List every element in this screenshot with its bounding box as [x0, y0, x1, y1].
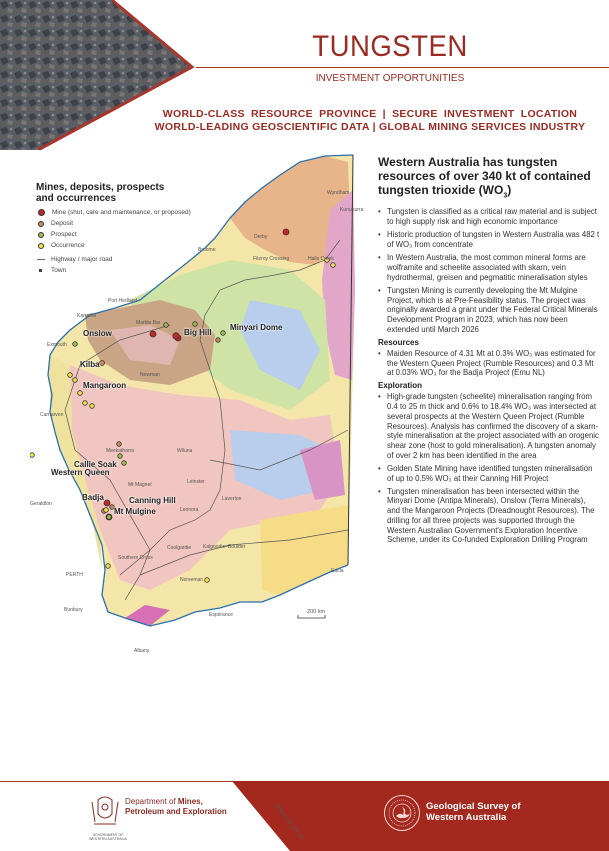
bullet-item: • Tungsten mineralisation has been intersected within the Minyari Dome (Antipa Minerals), Onslow (Terra Minerals), and the Mangaroon Projects (Dreadnought Resources). The drilling for all three projects was supported through the Western Australian Government's Exploration Incentive Scheme, under its Co-funded Exploration Drilling Program — [378, 487, 600, 545]
town-label: Eucla — [331, 568, 344, 574]
bullet-item: • Tungsten Mining is currently developing the Mt Mulgine Project, which is at Pre-Feasibility status. The project was originally awarded a grant under the Federal Critical Minerals Development Program in 2023, which has now been extended until March 2026 — [378, 286, 600, 335]
town-label: Broome — [198, 247, 216, 253]
town-label: Mt Magnet — [128, 482, 152, 488]
bullet-item: • In Western Australia, the most common mineral forms are wolframite and scheelite associated with skarn, vein hydrothermal, greisen and pegmatitic mineralisation styles — [378, 253, 600, 282]
bullet-item: • Golden State Mining have identified tungsten mineralisation of up to 0.5% WO₃ at their Canning Hill Project — [378, 464, 600, 483]
town-label: Southern Cross — [118, 555, 153, 561]
legend-item-deposit: Deposit — [36, 218, 236, 229]
town-label: Meekatharra — [106, 448, 135, 454]
town-label: PERTH — [66, 572, 83, 578]
gswa-name: Geological Survey of Western Australia — [426, 801, 521, 823]
tagline-line-2: WORLD-LEADING GEOSCIENTIFIC DATA | GLOBAL MINING SERVICES INDUSTRY — [154, 121, 586, 133]
mine-marker-icon — [38, 209, 45, 216]
legend-title-1: Mines, deposits, prospects — [36, 182, 165, 193]
gswa-seal-swan-icon — [383, 794, 421, 832]
town-label: Esperance — [209, 612, 233, 618]
legend-item-road: Highway / major road — [36, 254, 236, 265]
bullet-item: • Tungsten is classified as a critical raw material and is subject to high supply risk and high economic importance — [378, 207, 600, 226]
road-line-icon — [37, 259, 45, 260]
bullet-item: • Historic production of tungsten in Western Australia was 482 t of WO₃ from concentrate — [378, 230, 600, 249]
town-label: Leonora — [180, 507, 199, 513]
town-label: Norseman — [180, 577, 204, 583]
intro-heading: Western Australia has tungsten resources of over 340 kt of contained tungsten trioxide $(WO_3)$ — [378, 155, 591, 200]
map-label-badja: Badja — [82, 493, 104, 502]
legend-item-mine: Mine (shut, care and maintenance, or proposed) — [36, 207, 236, 218]
town-label: Karratha — [77, 313, 97, 319]
info-column — [378, 155, 600, 548]
town-label: Port Hedland — [108, 298, 138, 304]
department-name: Department of Mines, Petroleum and Exploration — [125, 797, 227, 816]
resources-bullets — [378, 349, 600, 378]
map-label-minyari-dome: Minyari Dome — [230, 323, 283, 332]
town-label: Kununurra — [340, 207, 364, 213]
map-legend — [36, 182, 236, 276]
website-link[interactable]: dmpe.wa.gov.au — [273, 803, 305, 842]
bullet-item: • Maiden Resource of 4.31 Mt at 0.3% WO₃ was estimated for the Western Queen Project (Rumble Resources) and 0.3 Mt at 0.03% WO₃ for the Badja Project (Emu NL) — [378, 349, 600, 378]
town-label: Coolgardie — [167, 545, 192, 551]
exploration-bullets — [378, 392, 600, 545]
page-title: TUNGSTEN — [312, 30, 468, 63]
legend-item-prospect: Prospect — [36, 229, 236, 240]
gov-wa-label: GOVERNMENT OF WESTERN AUSTRALIA — [89, 833, 127, 841]
town-label: Wyndham — [327, 190, 350, 196]
map-label-big-hill: Big Hill — [184, 328, 212, 337]
prospect-marker-icon — [38, 232, 44, 238]
map-label-onslow: Onslow — [83, 329, 112, 338]
tagline-line-1: WORLD-CLASS RESOURCE PROVINCE | SECURE INVESTMENT LOCATION — [162, 108, 578, 120]
town-label: Halls Creek — [308, 256, 334, 262]
town-label: Bunbury — [64, 607, 83, 613]
exploration-heading: Exploration — [378, 381, 423, 391]
deposit-marker-icon — [38, 221, 44, 227]
town-label: Wiluna — [177, 448, 193, 454]
page-subtitle: INVESTMENT OPPORTUNITIES — [315, 73, 465, 84]
map-label-kilba: Kilba — [80, 360, 100, 369]
map-label-callie-soak: Callie Soak — [74, 460, 117, 469]
legend-item-town: Town — [36, 265, 236, 276]
map-label-canning-hill: Canning Hill — [129, 496, 176, 505]
town-square-icon — [39, 269, 42, 272]
occurrence-marker-icon — [38, 243, 44, 249]
wa-government-crest-icon — [87, 792, 123, 832]
town-label: Albany — [134, 648, 150, 654]
town-label: Fitzroy Crossing — [253, 256, 290, 262]
town-label: Exmouth — [47, 342, 67, 348]
town-label: Carnarvon — [40, 412, 64, 418]
resources-heading: Resources — [378, 337, 419, 347]
town-label: Marble Bar — [136, 320, 161, 326]
town-label: Laverton — [222, 496, 242, 502]
legend-item-occurrence: Occurrence — [36, 240, 236, 251]
town-label: Derby — [254, 234, 268, 240]
map-label-western-queen: Western Queen — [51, 468, 110, 477]
scale-bar-label: 200 km — [307, 609, 326, 615]
legend-title-2: and occurrences — [36, 193, 117, 204]
title-divider — [196, 67, 609, 68]
town-label: Kalgoorlie–Boulder — [203, 544, 246, 550]
map-label-mt-mulgine: Mt Mulgine — [114, 507, 156, 516]
intro-bullets — [378, 207, 600, 334]
town-label: Leinster — [187, 479, 205, 485]
bullet-item: • High-grade tungsten (scheelite) mineralisation ranging from 0.4 to 25 m thick and 0.6% to 18.4% WO₃ was intersected at several prospects at the Western Queen Project (Rumble Resources). Analysis has confirmed the discovery of a skarn-style mineralisation at the project associated with an orogenic shear zone (host to gold mineralisation). A tungsten anomaly of over 2 km has been identified in the area — [378, 392, 600, 460]
map-label-mangaroon: Mangaroon — [83, 381, 127, 390]
town-label: Newman — [140, 372, 160, 378]
town-label: Geraldton — [30, 501, 52, 507]
